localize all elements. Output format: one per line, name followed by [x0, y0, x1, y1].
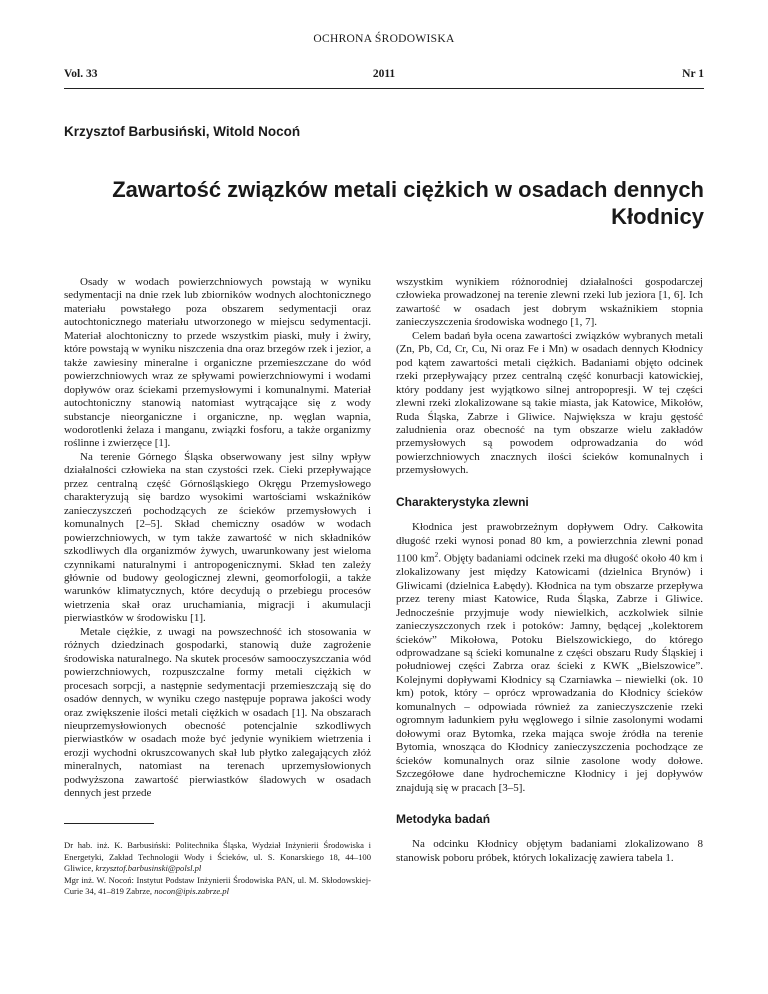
footnote-divider: [64, 823, 154, 824]
journal-name: OCHRONA ŚRODOWISKA: [313, 33, 455, 45]
issue-number-label: Nr 1: [682, 68, 704, 80]
header-divider: [64, 88, 704, 89]
issue-meta: [64, 68, 704, 84]
paragraph-text: Kłodnica jest prawobrzeżnym dopływem Odry. Całkowita długość rzeki wynosi ponad 80 km, a powierzchnia zlewni ponad 1100 km: [396, 521, 703, 565]
author-2-email[interactable]: nocon@ipis.zabrze.pl: [154, 886, 229, 897]
author-affiliations: [64, 840, 371, 898]
author-1-email[interactable]: krzysztof.barbusinski@polsl.pl: [95, 863, 202, 874]
year-label: 2011: [372, 68, 396, 80]
affiliation-1: [64, 840, 371, 875]
section-heading-charakterystyka: Charakterystyka zlewni: [396, 494, 529, 509]
section-heading-metodyka: Metodyka badań: [396, 811, 491, 826]
volume-label: Vol. 33: [64, 68, 98, 80]
left-column: [64, 276, 371, 801]
article-title-line-2: Kłodnicy: [611, 204, 704, 229]
affiliation-1-text: Dr hab. inż. K. Barbusiński: Politechnika Śląska, Wydział Inżynierii Środowiska i Energetyki, Zakład Technologii Wody i Ścieków, ul. S. Konarskiego 18, 44–100 Gliwice,: [64, 840, 371, 874]
article-title-line-1: Zawartość związków metali ciężkich w osadach dennych: [112, 177, 704, 202]
right-column: [396, 276, 703, 865]
paragraph: Celem badań była ocena zawartości związków wybranych metali (Zn, Pb, Cd, Cr, Cu, Ni oraz Fe i Mn) w osadach dennych Kłodnicy pod kątem zawartości metali ciężkich. Badaniami objęto odcinek rzeki przepływający przez centralną część konurbacji katowickiej, który poddany jest wyjątkowo silnej antropopresji. W tej części zlewni rzeki zlokalizowane są takie miasta, jak Katowice, Mikołów, Ruda Śląska, Zabrze i Gliwice. Największa w kraju gęstość zaludnienia oraz obecność na tym obszarze wielu zakładów przemysłowych są powodem odprowadzania do wód powierzchniowych znacznych ilości ścieków komunalnych i przemysłowych.: [396, 329, 703, 477]
paragraph-text: . Objęty badaniami odcinek rzeki ma długość około 40 km i zlokalizowany jest między Katowicami (dzielnica Brynów) i Gliwicami (dzielnica Łabędy). Kłodnica na tym obszarze przepływa przez tereny miast Katowice, Ruda Śląska, Zabrze i Gliwice. Jednocześnie przyjmuje wody niewielkich, aczkolwiek silnie zanieczyszczonych rzek i potoków: Jamny, będącej „kolektorem ścieków” Mikołowa, Potoku Bielszowickiego, do którego odprowadzane są ścieki komunalne z części obszaru Rudy Śląskiej i południowej części Zabrza oraz ścieki z KWK „Bielszowice”. Kolejnymi dopływami Kłodnicy są Czarniawka – niewielki (ok. 10 km) potok, który – oprócz wprowadzania do Kłodnicy ścieków komunalnych – odpowiada również za zanieczyszczenie rzeki ogromnym ładunkiem pyłu węglowego i silnie zasolonymi wodami dołowymi oraz Bytomka, rzeka mająca swoje źródła na terenie Bytomia, wnosząca do Kłodnicy zanieczyszczenia pochodzące ze ścieków komunalnych oraz silnie zasolone wody dołowe. Szczegółowe dane hydrochemiczne Kłodnicy i jej dopływów znajdują się w pracach [3–5].: [396, 552, 703, 794]
article-title: [64, 176, 704, 230]
superscript: 2: [434, 550, 439, 560]
paragraph: [396, 521, 703, 795]
paragraph: wszystkim wynikiem różnorodniej działalności gospodarczej człowieka prowadzonej na terenie zlewni rzeki lub jeziora [1, 6]. Ich zawartość w osadach jest dobrym wskaźnikiem stopnia zanieczyszczenia środowiska wodnego [1, 7].: [396, 276, 703, 329]
paragraph: Na terenie Górnego Śląska obserwowany jest silny wpływ działalności człowieka na stan czystości rzek. Cieki przepływające przez centralną część Górnośląskiego Okręgu Przemysłowego charakteryzują się bardzo wysokimi wartościami wskaźników zanieczyszczeń pochodzących ze ścieków przemysłowych i komunalnych [2–5]. Skład chemiczny osadów w wodach powierzchniowych, w tym także zawartość w nich składników szkodliwych dla organizmów żywych, uwarunkowany jest wieloma czynnikami naturalnymi i antropogenicznymi. Skład ten zależy głównie od budowy geologicznej zlewni, geomorfologii, a także warunków klimatycznych, które decydują o przebiegu procesów wietrzenia skał oraz uruchamiania, migracji i akumulacji pierwiastków w środowisku [1].: [64, 450, 371, 625]
paragraph: Osady w wodach powierzchniowych powstają w wyniku sedymentacji na dnie rzek lub zbiorników wodnych alochtonicznego materiału powstałego poza obszarem sedymentacji oraz autochtonicznego materiału utworzonego w miejscu sedymentacji. Materiał alochtoniczny to przede wszystkim piaski, muły i żwiry, które powstają w wyniku niszczenia dna oraz brzegów rzek i jezior, a także zawiesiny mineralne i organiczne przemieszczane do wód powierzchniowych wraz ze spływami powierzchniowymi i wodami dopływów oraz ściekami przemysłowymi i komunalnymi. Materiał autochtoniczny stanowią natomiast wytrącające się z wody substancje nieorganiczne i organiczne, np. węglan wapnia, wodorotlenki żelaza i manganu, związki fosforu, a także organizmy roślinne i zwierzęce [1].: [64, 276, 371, 450]
paragraph: Na odcinku Kłodnicy objętym badaniami zlokalizowano 8 stanowisk poboru próbek, których lokalizację zawiera tabela 1.: [396, 838, 703, 864]
affiliation-2-text: Mgr inż. W. Nocoń: Instytut Podstaw Inżynierii Środowiska PAN, ul. M. Skłodowskiej-Curie 34, 41–819 Zabrze,: [64, 874, 371, 897]
affiliation-2: [64, 875, 371, 898]
article-authors: Krzysztof Barbusiński, Witold Nocoń: [64, 124, 301, 139]
paragraph: Metale ciężkie, z uwagi na powszechność ich stosowania w różnych dziedzinach gospodarki, stanowią duże zagrożenie środowiska naturalnego. Na skutek procesów samooczyszczania wód powierzchniowych, rozpuszczalne formy metali ciężkich w procesach sorpcji, a następnie sedymentacji przemieszczają się do osadów dennych, w wyniku czego następuje poprawa jakości wody oraz zwiększenie ilości metali ciężkich w osadach [1]. Na obszarach nieuprzemysłowionych obecność potencjalnie szkodliwych pierwiastków w osadach może być jedynie wynikiem wietrzenia i erozji wychodni okruszcowanych skał lub płytko zalegających złóż mineralnych, natomiast na terenach uprzemysłowionych podwyższona zawartość pierwiastków śladowych w osadach dennych jest przede: [64, 625, 371, 800]
